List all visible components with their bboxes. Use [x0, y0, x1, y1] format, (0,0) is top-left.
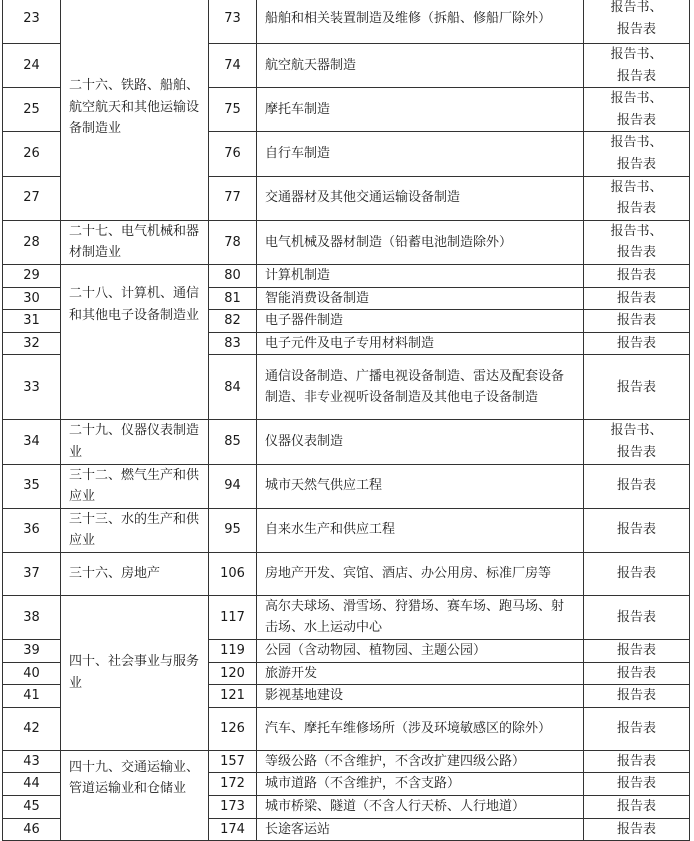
- item-name: 影视基地建设: [257, 685, 584, 708]
- industry-table: [2, 0, 690, 841]
- table-row: [3, 264, 690, 287]
- row-number: 41: [3, 685, 61, 708]
- item-code: 85: [209, 420, 257, 464]
- doc-form: 报告表: [616, 245, 656, 261]
- row-number: 40: [3, 662, 61, 685]
- item-code: 173: [209, 796, 257, 819]
- item-name: 汽车、摩托车维修场所（涉及环境敏感区的除外）: [257, 707, 584, 750]
- item-name: 房地产开发、宾馆、酒店、办公用房、标准厂房等: [257, 552, 584, 595]
- doc-report: 报告书、: [610, 91, 663, 107]
- item-code: 121: [209, 685, 257, 708]
- item-name: 长途客运站: [257, 818, 584, 841]
- item-code: 126: [209, 707, 257, 750]
- doc-type: 报告表: [584, 662, 690, 685]
- row-number: 28: [3, 220, 61, 264]
- item-code: 73: [209, 0, 257, 44]
- table-row: [3, 595, 690, 639]
- doc-type: 报告表: [584, 355, 690, 420]
- item-code: 157: [209, 750, 257, 773]
- table-row: [3, 420, 690, 464]
- item-code: 120: [209, 662, 257, 685]
- row-number: 23: [3, 0, 61, 44]
- item-name: 电子器件制造: [257, 310, 584, 333]
- item-code: 106: [209, 552, 257, 595]
- doc-report: 报告书、: [610, 423, 663, 439]
- table-row: [3, 508, 690, 552]
- doc-type: 报告表: [584, 818, 690, 841]
- doc-type: 报告表: [584, 796, 690, 819]
- row-number: 36: [3, 508, 61, 552]
- item-name: 电子元件及电子专用材料制造: [257, 332, 584, 355]
- table-row: [3, 220, 690, 264]
- category-cell: 四十九、交通运输业、管道运输业和仓储业: [61, 750, 209, 840]
- item-code: 80: [209, 264, 257, 287]
- row-number: 43: [3, 750, 61, 773]
- doc-form: 报告表: [616, 22, 656, 37]
- row-number: 39: [3, 640, 61, 663]
- doc-type: [584, 220, 690, 264]
- doc-type: [584, 44, 690, 88]
- row-number: 44: [3, 773, 61, 796]
- item-code: 78: [209, 220, 257, 264]
- doc-type: 报告表: [584, 685, 690, 708]
- doc-type: 报告表: [584, 552, 690, 595]
- row-number: 30: [3, 287, 61, 310]
- doc-type: 报告表: [584, 773, 690, 796]
- doc-report: 报告书、: [610, 179, 663, 195]
- doc-type: 报告表: [584, 332, 690, 355]
- row-number: 46: [3, 818, 61, 841]
- doc-type: 报告表: [584, 640, 690, 663]
- doc-report: 报告书、: [610, 47, 663, 62]
- doc-report: 报告书、: [610, 0, 663, 16]
- item-code: 83: [209, 332, 257, 355]
- category-cell: 四十、社会事业与服务业: [61, 595, 209, 750]
- doc-type: [584, 420, 690, 464]
- doc-type: 报告表: [584, 310, 690, 333]
- row-number: 42: [3, 707, 61, 750]
- row-number: 35: [3, 464, 61, 508]
- row-number: 27: [3, 176, 61, 220]
- table-row: [3, 552, 690, 595]
- doc-form: 报告表: [616, 112, 656, 128]
- item-name: 公园（含动物园、植物园、主题公园）: [257, 640, 584, 663]
- category-cell: 二十六、铁路、船舶、航空航天和其他运输设备制造业: [61, 0, 209, 220]
- item-name: 旅游开发: [257, 662, 584, 685]
- doc-form: 报告表: [616, 444, 656, 460]
- item-code: 95: [209, 508, 257, 552]
- item-name: 电气机械及器材制造（铅蓄电池制造除外）: [257, 220, 584, 264]
- doc-type: [584, 0, 690, 44]
- item-code: 174: [209, 818, 257, 841]
- doc-form: 报告表: [616, 156, 656, 172]
- item-name: 城市桥梁、隧道（不含人行天桥、人行地道）: [257, 796, 584, 819]
- item-name: 自行车制造: [257, 132, 584, 176]
- item-name: 高尔夫球场、滑雪场、狩猎场、赛车场、跑马场、射击场、水上运动中心: [257, 595, 584, 639]
- item-code: 75: [209, 88, 257, 132]
- item-name: 交通器材及其他交通运输设备制造: [257, 176, 584, 220]
- item-code: 82: [209, 310, 257, 333]
- row-number: 32: [3, 332, 61, 355]
- row-number: 25: [3, 88, 61, 132]
- category-cell: 三十二、燃气生产和供应业: [61, 464, 209, 508]
- item-name: 智能消费设备制造: [257, 287, 584, 310]
- item-code: 94: [209, 464, 257, 508]
- table-row: [3, 750, 690, 773]
- doc-type: 报告表: [584, 750, 690, 773]
- item-name: 自来水生产和供应工程: [257, 508, 584, 552]
- table-row: [3, 0, 690, 44]
- item-code: 172: [209, 773, 257, 796]
- row-number: 24: [3, 44, 61, 88]
- row-number: 29: [3, 264, 61, 287]
- row-number: 31: [3, 310, 61, 333]
- item-name: 通信设备制造、广播电视设备制造、雷达及配套设备制造、非专业视听设备制造及其他电子设备制造: [257, 355, 584, 420]
- row-number: 37: [3, 552, 61, 595]
- item-name: 计算机制造: [257, 264, 584, 287]
- doc-type: [584, 132, 690, 176]
- row-number: 26: [3, 132, 61, 176]
- row-number: 33: [3, 355, 61, 420]
- doc-form: 报告表: [616, 201, 656, 217]
- row-number: 38: [3, 595, 61, 639]
- doc-type: [584, 176, 690, 220]
- item-code: 119: [209, 640, 257, 663]
- item-code: 74: [209, 44, 257, 88]
- table-row: [3, 464, 690, 508]
- doc-report: 报告书、: [610, 135, 663, 151]
- item-name: 船舶和相关装置制造及维修（拆船、修船厂除外）: [257, 0, 584, 44]
- doc-form: 报告表: [616, 68, 656, 84]
- item-name: 等级公路（不含维护，不含改扩建四级公路）: [257, 750, 584, 773]
- item-name: 摩托车制造: [257, 88, 584, 132]
- item-code: 77: [209, 176, 257, 220]
- doc-type: 报告表: [584, 595, 690, 639]
- item-code: 76: [209, 132, 257, 176]
- item-code: 81: [209, 287, 257, 310]
- item-code: 84: [209, 355, 257, 420]
- category-cell: 二十九、仪器仪表制造业: [61, 420, 209, 464]
- doc-type: [584, 88, 690, 132]
- category-cell: 二十七、电气机械和器材制造业: [61, 220, 209, 264]
- item-name: 城市道路（不含维护，不含支路）: [257, 773, 584, 796]
- doc-type: 报告表: [584, 287, 690, 310]
- doc-type: 报告表: [584, 264, 690, 287]
- category-cell: 二十八、计算机、通信和其他电子设备制造业: [61, 264, 209, 419]
- doc-type: 报告表: [584, 508, 690, 552]
- row-number: 34: [3, 420, 61, 464]
- doc-type: 报告表: [584, 707, 690, 750]
- doc-report: 报告书、: [610, 223, 663, 239]
- item-name: 航空航天器制造: [257, 44, 584, 88]
- item-code: 117: [209, 595, 257, 639]
- category-cell: 三十三、水的生产和供应业: [61, 508, 209, 552]
- item-name: 仪器仪表制造: [257, 420, 584, 464]
- category-cell: 三十六、房地产: [61, 552, 209, 595]
- row-number: 45: [3, 796, 61, 819]
- item-name: 城市天然气供应工程: [257, 464, 584, 508]
- doc-type: 报告表: [584, 464, 690, 508]
